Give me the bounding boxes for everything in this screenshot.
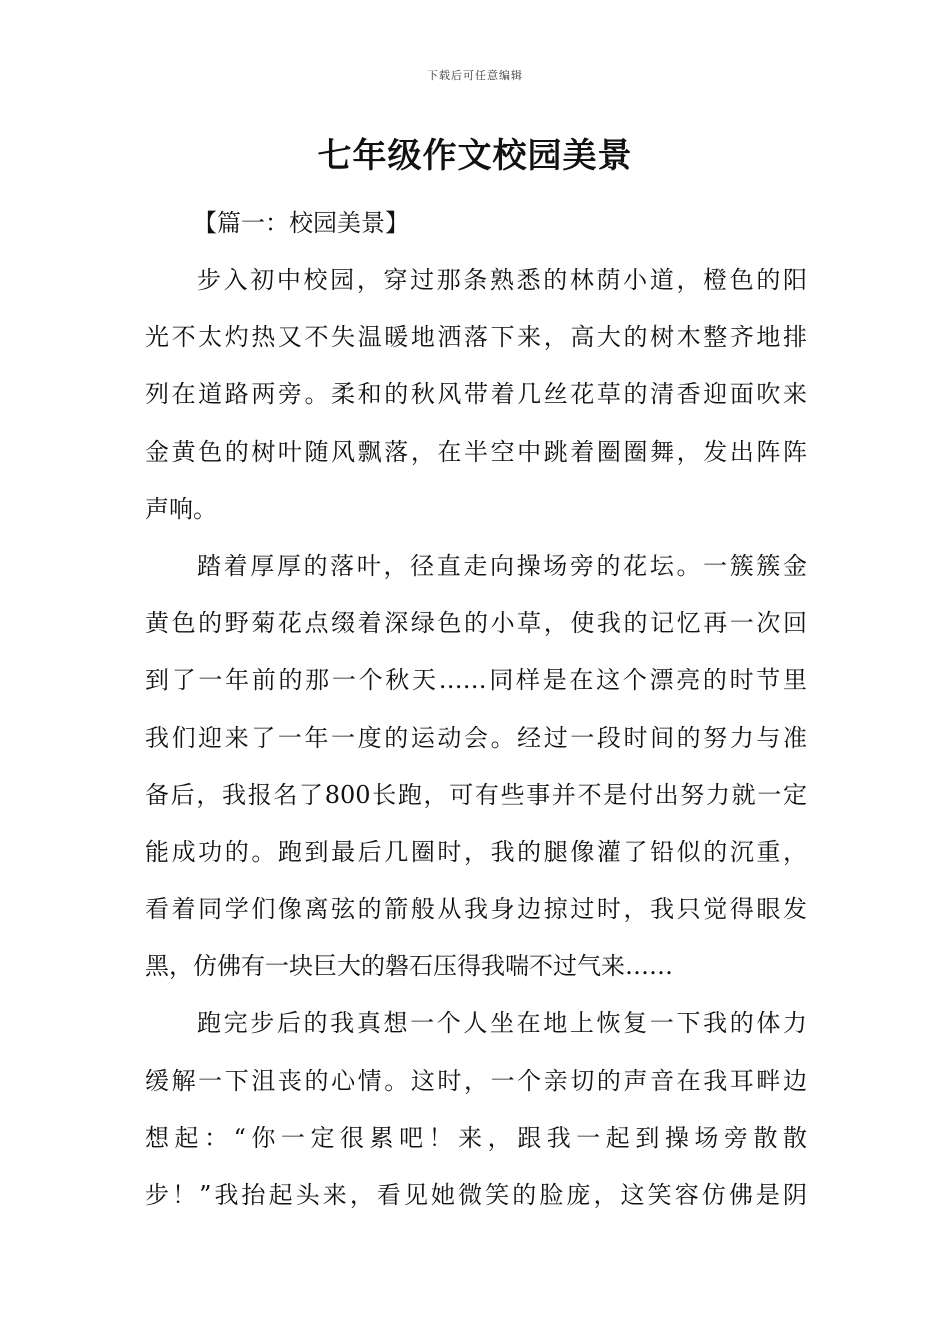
text-line: 步！”我抬起头来，看见她微笑的脸庞，这笑容仿佛是阴 [145, 1181, 807, 1209]
text-line: 列在道路两旁。柔和的秋风带着几丝花草的清香迎面吹来 [145, 380, 807, 409]
document-body [145, 198, 807, 1224]
text-line: 看着同学们像离弦的箭般从我身边掠过时，我只觉得眼发 [145, 895, 807, 924]
document-title: 七年级作文校园美景 [317, 136, 633, 176]
text-line: 缓解一下沮丧的心情。这时，一个亲切的声音在我耳畔边 [145, 1066, 807, 1095]
text-line: 跑完步后的我真想一个人坐在地上恢复一下我的体力 [197, 1009, 807, 1038]
text-line: 备后，我报名了800长跑，可有些事并不是付出努力就一定 [145, 780, 807, 809]
section-heading: 【篇一：校园美景】 [193, 209, 409, 237]
paragraph-1 [145, 252, 807, 538]
text-line: 声响。 [145, 494, 217, 523]
text-line: 金黄色的树叶随风飘落，在半空中跳着圈圈舞，发出阵阵 [145, 437, 807, 466]
text-line: 光不太灼热又不失温暖地洒落下来，高大的树木整齐地排 [145, 323, 807, 352]
paragraph-3 [145, 995, 807, 1224]
text-line: 踏着厚厚的落叶，径直走向操场旁的花坛。一簇簇金 [197, 551, 807, 580]
text-line: 我们迎来了一年一度的运动会。经过一段时间的努力与准 [145, 723, 807, 752]
text-line: 想起：“你一定很累吧！来，跟我一起到操场旁散散 [145, 1123, 807, 1152]
paragraph-2 [145, 538, 807, 996]
text-line: 黑，仿佛有一块巨大的磐石压得我喘不过气来…… [145, 952, 673, 981]
text-line: 到了一年前的那一个秋天……同样是在这个漂亮的时节里 [145, 666, 807, 695]
text-line: 能成功的。跑到最后几圈时，我的腿像灌了铅似的沉重， [145, 837, 807, 866]
header-note: 下载后可任意编辑 [427, 69, 523, 82]
text-line: 黄色的野菊花点缀着深绿色的小草，使我的记忆再一次回 [145, 609, 807, 638]
text-line: 步入初中校园，穿过那条熟悉的林荫小道，橙色的阳 [197, 266, 807, 294]
